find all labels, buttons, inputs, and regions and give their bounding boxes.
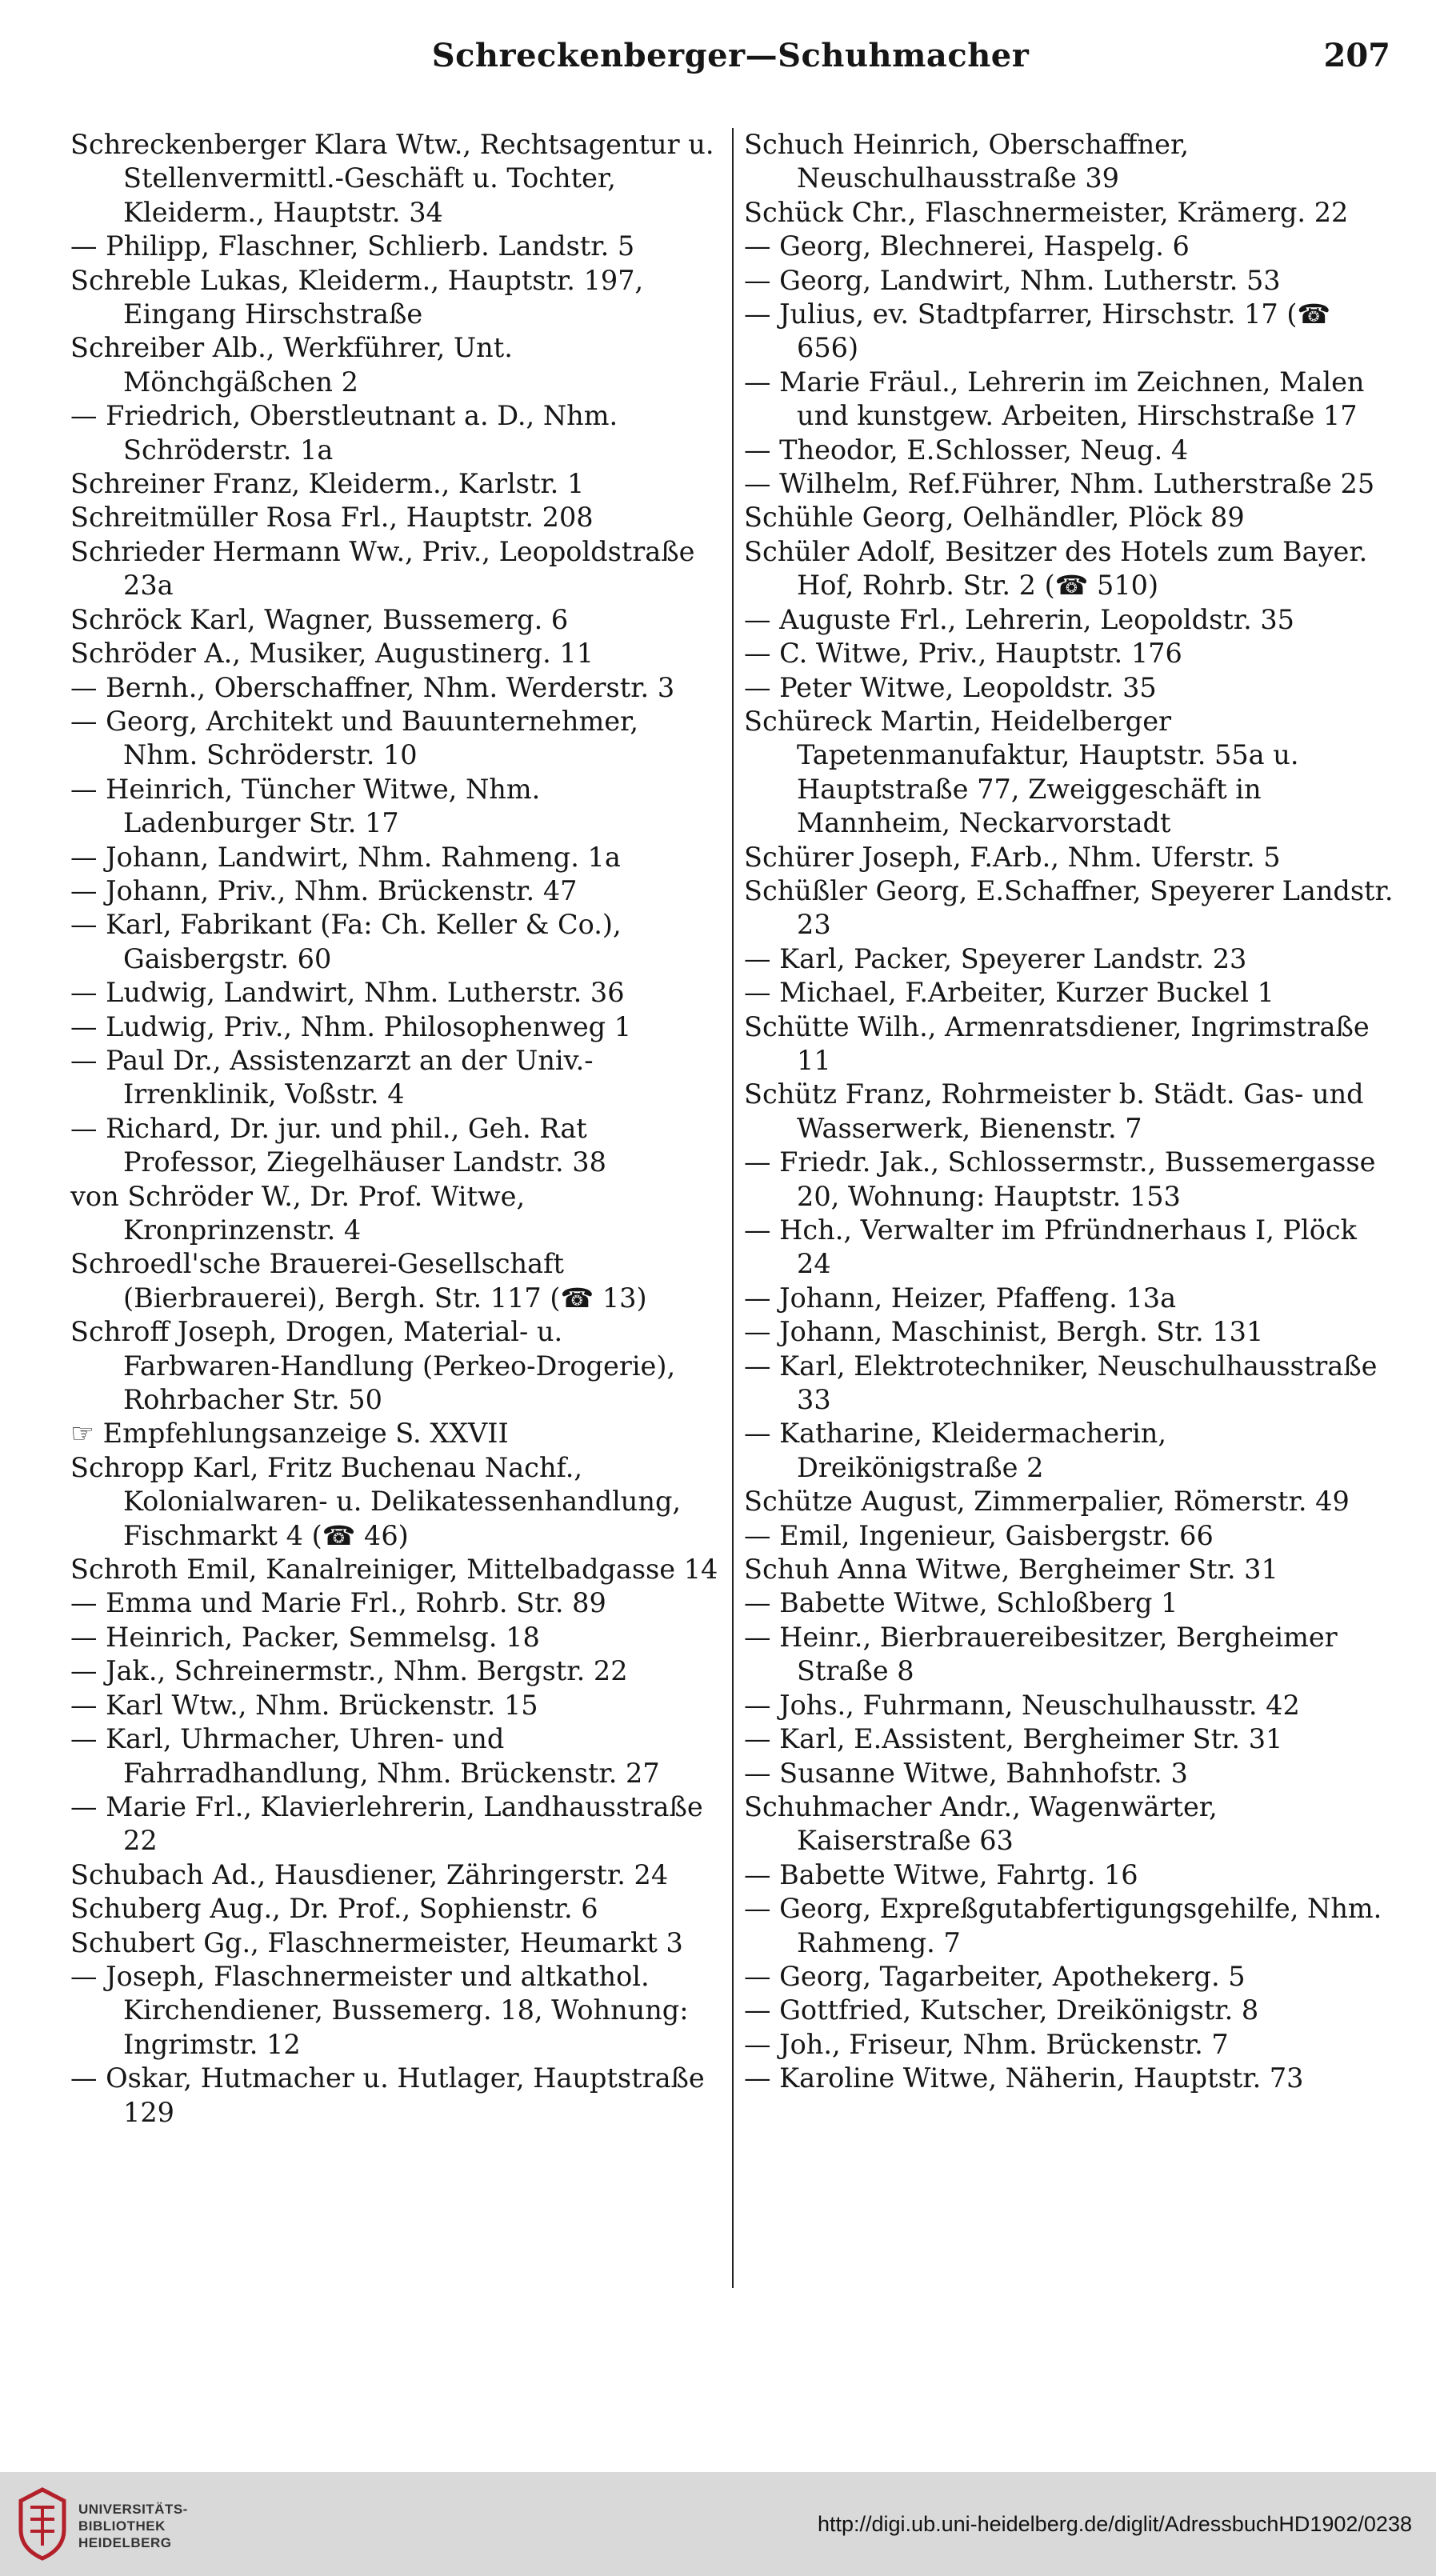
- directory-entry: — Ludwig, Landwirt, Nhm. Lutherstr. 36: [70, 977, 625, 1009]
- directory-entry: — Heinrich, Tüncher Witwe, Nhm. Ladenburger Str. 17: [70, 773, 541, 839]
- library-logo-text: UNIVERSITÄTS- BIBLIOTHEK HEIDELBERG: [78, 2502, 188, 2550]
- directory-entry: — Georg, Expreßgutabfertigungsgehilfe, Nhm. Rahmeng. 7: [744, 1893, 1382, 1958]
- directory-entry: Schubert Gg., Flaschnermeister, Heumarkt 3: [70, 1926, 683, 1958]
- directory-entry: — Karl, Fabrikant (Fa: Ch. Keller & Co.), Gaisbergstr. 60: [70, 909, 622, 974]
- directory-entry: Schürer Joseph, F.Arb., Nhm. Uferstr. 5: [744, 841, 1281, 873]
- directory-entry: Schroth Emil, Kanalreiniger, Mittelbadgasse 14: [70, 1554, 718, 1586]
- left-column: [70, 128, 720, 2288]
- directory-entry: — Georg, Blechnerei, Haspelg. 6: [744, 230, 1190, 262]
- column-divider: [732, 128, 734, 2288]
- page-header: [70, 37, 1390, 85]
- directory-entry: — Johann, Landwirt, Nhm. Rahmeng. 1a: [70, 841, 621, 873]
- directory-entry: — Richard, Dr. jur. und phil., Geh. Rat Professor, Ziegelhäuser Landstr. 38: [70, 1112, 606, 1178]
- directory-entry: von Schröder W., Dr. Prof. Witwe, Kronprinzenstr. 4: [70, 1180, 526, 1246]
- directory-entry: — Georg, Tagarbeiter, Apothekerg. 5: [744, 1960, 1246, 1992]
- directory-entry: — Michael, F.Arbeiter, Kurzer Buckel 1: [744, 977, 1274, 1009]
- directory-entry: Schröder A., Musiker, Augustinerg. 11: [70, 638, 594, 670]
- directory-entry: Schreble Lukas, Kleiderm., Hauptstr. 197, Eingang Hirschstraße: [70, 264, 644, 330]
- directory-entry: Schuberg Aug., Dr. Prof., Sophienstr. 6: [70, 1893, 598, 1925]
- directory-entry: — Wilhelm, Ref.Führer, Nhm. Lutherstraße 25: [744, 468, 1375, 500]
- directory-entry: — Babette Witwe, Schloßberg 1: [744, 1587, 1178, 1619]
- footer-bar: [0, 2472, 1436, 2576]
- directory-entry: — Johann, Maschinist, Bergh. Str. 131: [744, 1316, 1264, 1348]
- directory-entry: — Heinrich, Packer, Semmelsg. 18: [70, 1621, 540, 1653]
- directory-entry: — Marie Fräul., Lehrerin im Zeichnen, Malen und kunstgew. Arbeiten, Hirschstraße 17: [744, 366, 1365, 432]
- directory-entry: Schütte Wilh., Armenratsdiener, Ingrimstraße 11: [744, 1010, 1370, 1076]
- directory-entry: — Joseph, Flaschnermeister und altkathol. Kirchendiener, Bussemerg. 18, Wohnung: Ingrimstr. 12: [70, 1960, 689, 2060]
- directory-entry: — Emma und Marie Frl., Rohrb. Str. 89: [70, 1587, 606, 1619]
- directory-entry: Schrieder Hermann Ww., Priv., Leopoldstraße 23a: [70, 535, 695, 602]
- directory-entry: — Joh., Friseur, Nhm. Brückenstr. 7: [744, 2028, 1229, 2060]
- directory-entry: Schroff Joseph, Drogen, Material- u. Farbwaren-Handlung (Perkeo-Drogerie), Rohrbacher Str. 50: [70, 1316, 676, 1416]
- running-title: Schreckenberger—Schuhmacher: [431, 37, 1030, 74]
- directory-entry: — Karl, Packer, Speyerer Landstr. 23: [744, 942, 1247, 974]
- directory-entry: Schütz Franz, Rohrmeister b. Städt. Gas- und Wasserwerk, Bienenstr. 7: [744, 1078, 1364, 1144]
- directory-entry: Schütze August, Zimmerpalier, Römerstr. 49: [744, 1486, 1350, 1518]
- directory-entry: Schück Chr., Flaschnermeister, Krämerg. 22: [744, 196, 1349, 228]
- directory-entry: Schühle Georg, Oelhändler, Plöck 89: [744, 502, 1245, 534]
- directory-entry: Schubach Ad., Hausdiener, Zähringerstr. 24: [70, 1858, 669, 1890]
- directory-entry: — Ludwig, Priv., Nhm. Philosophenweg 1: [70, 1010, 632, 1042]
- directory-entry: — Georg, Architekt und Bauunternehmer, Nhm. Schröderstr. 10: [70, 705, 639, 771]
- directory-entry: — Johann, Heizer, Pfaffeng. 13a: [744, 1282, 1177, 1314]
- directory-entry: — Jak., Schreinermstr., Nhm. Bergstr. 22: [70, 1655, 628, 1687]
- directory-entry: — Heinr., Bierbrauereibesitzer, Bergheimer Straße 8: [744, 1621, 1338, 1687]
- directory-entry: — Marie Frl., Klavierlehrerin, Landhausstraße 22: [70, 1790, 703, 1857]
- directory-entry: Schüreck Martin, Heidelberger Tapetenmanufaktur, Hauptstr. 55a u. Hauptstraße 77, Zweiggeschäft in Mannheim, Neckarvorstadt: [744, 705, 1299, 839]
- directory-entry: — Philipp, Flaschner, Schlierb. Landstr. 5: [70, 230, 635, 262]
- right-column: [744, 128, 1394, 2288]
- directory-entry: Schroedl'sche Brauerei-Gesellschaft (Bierbrauerei), Bergh. Str. 117 (☎ 13): [70, 1248, 647, 1314]
- directory-entry: — Paul Dr., Assistenzarzt an der Univ.-Irrenklinik, Voßstr. 4: [70, 1044, 594, 1110]
- directory-entry: — Johs., Fuhrmann, Neuschulhausstr. 42: [744, 1689, 1300, 1721]
- library-logo[interactable]: [14, 2483, 254, 2563]
- directory-entry: Schröck Karl, Wagner, Bussemerg. 6: [70, 603, 569, 635]
- directory-entry: Schuch Heinrich, Oberschaffner, Neuschulhausstraße 39: [744, 129, 1189, 194]
- directory-entry: Schüßler Georg, E.Schaffner, Speyerer Landstr. 23: [744, 874, 1394, 941]
- directory-entry: — Susanne Witwe, Bahnhofstr. 3: [744, 1757, 1188, 1789]
- source-url-link[interactable]: http://digi.ub.uni-heidelberg.de/diglit/AdressbuchHD1902/0238: [817, 2512, 1412, 2536]
- directory-entry: — Friedrich, Oberstleutnant a. D., Nhm. Schröderstr. 1a: [70, 400, 618, 466]
- directory-entry: — Georg, Landwirt, Nhm. Lutherstr. 53: [744, 264, 1281, 296]
- directory-entry: — Babette Witwe, Fahrtg. 16: [744, 1858, 1138, 1890]
- directory-entry: — Katharine, Kleidermacherin, Dreikönigstraße 2: [744, 1418, 1167, 1483]
- directory-entry: — C. Witwe, Priv., Hauptstr. 176: [744, 638, 1182, 670]
- directory-entry: — Peter Witwe, Leopoldstr. 35: [744, 671, 1157, 703]
- directory-entry: — Friedr. Jak., Schlossermstr., Bussemergasse 20, Wohnung: Hauptstr. 153: [744, 1146, 1376, 1212]
- directory-entry: — Karl, Uhrmacher, Uhren- und Fahrradhandlung, Nhm. Brückenstr. 27: [70, 1723, 660, 1789]
- directory-entry: Schropp Karl, Fritz Buchenau Nachf., Kolonialwaren- u. Delikatessenhandlung, Fischmarkt 4 (☎ 46): [70, 1451, 682, 1551]
- directory-entry: — Karl, Elektrotechniker, Neuschulhausstraße 33: [744, 1350, 1378, 1416]
- directory-entry: — Karoline Witwe, Näherin, Hauptstr. 73: [744, 2062, 1304, 2094]
- directory-entry: — Emil, Ingenieur, Gaisbergstr. 66: [744, 1519, 1214, 1551]
- directory-entry: — Karl Wtw., Nhm. Brückenstr. 15: [70, 1689, 538, 1721]
- directory-entry: — Theodor, E.Schlosser, Neug. 4: [744, 434, 1189, 466]
- directory-entry: Schreiber Alb., Werkführer, Unt. Mönchgäßchen 2: [70, 332, 513, 398]
- directory-entry: Schreiner Franz, Kleiderm., Karlstr. 1: [70, 468, 585, 500]
- directory-entry: Schuh Anna Witwe, Bergheimer Str. 31: [744, 1554, 1278, 1586]
- directory-entry: Schüler Adolf, Besitzer des Hotels zum Bayer. Hof, Rohrb. Str. 2 (☎ 510): [744, 535, 1368, 602]
- directory-entry: Schuhmacher Andr., Wagenwärter, Kaiserstraße 63: [744, 1790, 1218, 1857]
- directory-entry: — Hch., Verwalter im Pfründnerhaus I, Plöck 24: [744, 1214, 1357, 1280]
- directory-entry: Schreckenberger Klara Wtw., Rechtsagentur u. Stellenvermittl.-Geschäft u. Tochter, Kleiderm., Hauptstr. 34: [70, 129, 714, 228]
- directory-entry: — Karl, E.Assistent, Bergheimer Str. 31: [744, 1723, 1283, 1755]
- library-seal-icon: [14, 2483, 70, 2563]
- directory-entry: — Auguste Frl., Lehrerin, Leopoldstr. 35: [744, 603, 1294, 635]
- directory-entry: Schreitmüller Rosa Frl., Hauptstr. 208: [70, 502, 594, 534]
- page-number: 207: [1323, 37, 1390, 74]
- directory-entry: — Gottfried, Kutscher, Dreikönigstr. 8: [744, 1994, 1259, 2026]
- directory-entry: — Oskar, Hutmacher u. Hutlager, Hauptstraße 129: [70, 2062, 705, 2128]
- directory-entry: — Bernh., Oberschaffner, Nhm. Werderstr. 3: [70, 671, 675, 703]
- directory-entry: — Johann, Priv., Nhm. Brückenstr. 47: [70, 874, 578, 906]
- directory-entry: — Julius, ev. Stadtpfarrer, Hirschstr. 17 (☎ 656): [744, 298, 1331, 364]
- directory-entry: ☞ Empfehlungsanzeige S. XXVII: [70, 1418, 509, 1450]
